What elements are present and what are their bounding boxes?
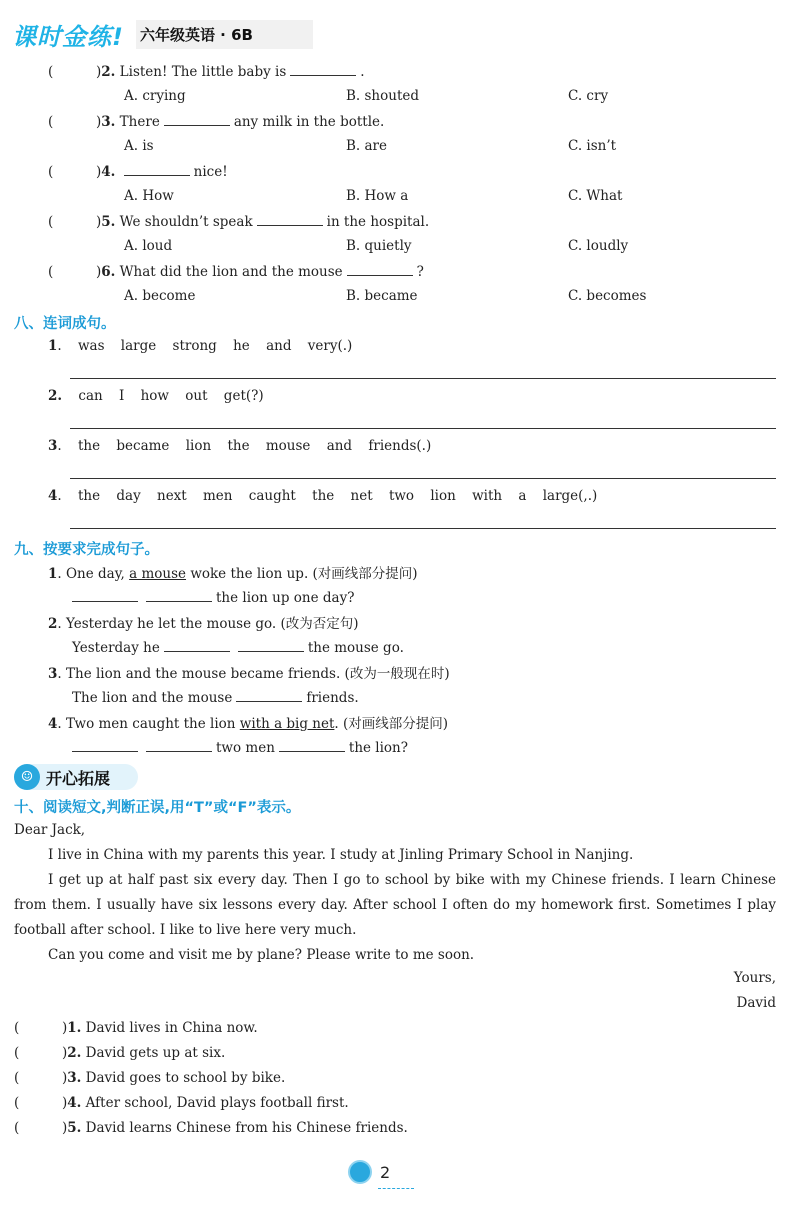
answer-blank[interactable]: [279, 738, 345, 752]
answer-line[interactable]: [70, 378, 776, 379]
answer-blank[interactable]: [290, 62, 356, 76]
extension-banner: ☺ 开心拓展: [14, 764, 138, 790]
subject-label: 六年级英语 · 6B: [136, 20, 313, 49]
answer-blank[interactable]: [347, 262, 413, 276]
option-c: C. What: [568, 188, 623, 204]
letter-greeting: Dear Jack,: [14, 822, 86, 838]
brand-logo: 课时金练!: [12, 22, 124, 51]
option-a: A. crying: [124, 88, 186, 104]
option-c: C. loudly: [568, 238, 629, 254]
section-title: 九、按要求完成句子。: [14, 542, 159, 558]
smile-icon: ☺: [14, 764, 40, 790]
option-c: C. isn’t: [568, 138, 617, 154]
answer-blank[interactable]: [146, 738, 212, 752]
tf-question-5: ( )5. David learns Chinese from his Chinese friends.: [14, 1120, 408, 1136]
answer-blank[interactable]: [238, 638, 304, 652]
option-b: B. How a: [346, 188, 409, 204]
tf-question-4: ( )4. After school, David plays football first.: [14, 1095, 349, 1111]
answer-blank[interactable]: [164, 112, 230, 126]
answer-blank[interactable]: [146, 588, 212, 602]
rewrite-answer-3: The lion and the mouse friends.: [72, 690, 359, 706]
divider: [378, 1188, 414, 1189]
choice-question-6: ( )6. What did the lion and the mouse ?: [48, 264, 424, 280]
option-b: B. became: [346, 288, 418, 304]
rewrite-answer-1: the lion up one day?: [68, 588, 354, 606]
letter-paragraph: I get up at half past six every day. Then I go to school by bike with my Chinese friends. I learn Chinese from them. I usually have six lessons every day. After school I often do my homework first. Sometimes I play football after school. I like to live here very much.: [14, 872, 776, 938]
option-a: A. become: [124, 288, 196, 304]
tf-question-2: ( )2. David gets up at six.: [14, 1045, 226, 1061]
choice-question-2: ( )2. Listen! The little baby is .: [48, 64, 365, 80]
letter-paragraph: Can you come and visit me by plane? Please write to me soon.: [48, 947, 475, 963]
option-b: B. shouted: [346, 88, 420, 104]
choice-question-5: ( )5. We shouldn’t speak in the hospital.: [48, 214, 430, 230]
rewrite-question-1: 1. One day, a mouse woke the lion up. (对画线部分提问): [48, 566, 418, 582]
page-number: 2: [348, 1160, 390, 1184]
option-c: C. cry: [568, 88, 609, 104]
letter-closing: Yours,: [733, 970, 776, 986]
answer-line[interactable]: [70, 478, 776, 479]
answer-line[interactable]: [70, 428, 776, 429]
word-order-item-1: 1. was large strong he and very(.): [48, 338, 353, 354]
tf-question-1: ( )1. David lives in China now.: [14, 1020, 258, 1036]
rewrite-answer-2: Yesterday he the mouse go.: [72, 640, 404, 656]
answer-line[interactable]: [70, 528, 776, 529]
rewrite-question-2: 2. Yesterday he let the mouse go. (改为否定句): [48, 616, 359, 632]
answer-blank[interactable]: [124, 162, 190, 176]
section-title: 十、阅读短文,判断正误,用“T”或“F”表示。: [14, 800, 301, 816]
answer-blank[interactable]: [236, 688, 302, 702]
choice-question-4: ( )4. nice!: [48, 164, 228, 180]
choice-question-3: ( )3. There any milk in the bottle.: [48, 114, 385, 130]
option-b: B. are: [346, 138, 387, 154]
word-order-item-3: 3. the became lion the mouse and friends(.): [48, 438, 432, 454]
answer-blank[interactable]: [164, 638, 230, 652]
rewrite-question-3: 3. The lion and the mouse became friends. (改为一般现在时): [48, 666, 450, 682]
answer-blank[interactable]: [72, 588, 138, 602]
option-c: C. becomes: [568, 288, 647, 304]
word-order-item-2: 2. can I how out get(?): [48, 388, 264, 404]
mascot-icon: [348, 1160, 372, 1184]
rewrite-question-4: 4. Two men caught the lion with a big net. (对画线部分提问): [48, 716, 449, 732]
answer-blank[interactable]: [72, 738, 138, 752]
option-b: B. quietly: [346, 238, 412, 254]
letter-paragraph: I live in China with my parents this year. I study at Jinling Primary School in Nanjing.: [48, 847, 634, 863]
tf-question-3: ( )3. David goes to school by bike.: [14, 1070, 286, 1086]
option-a: A. How: [124, 188, 174, 204]
section-title: 八、连词成句。: [14, 316, 116, 332]
answer-blank[interactable]: [257, 212, 323, 226]
page-header: [12, 18, 313, 50]
word-order-item-4: 4. the day next men caught the net two lion with a large(,.): [48, 488, 598, 504]
rewrite-answer-4: two men the lion?: [68, 738, 408, 756]
letter-signature: David: [736, 995, 776, 1011]
option-a: A. is: [124, 138, 154, 154]
option-a: A. loud: [124, 238, 173, 254]
